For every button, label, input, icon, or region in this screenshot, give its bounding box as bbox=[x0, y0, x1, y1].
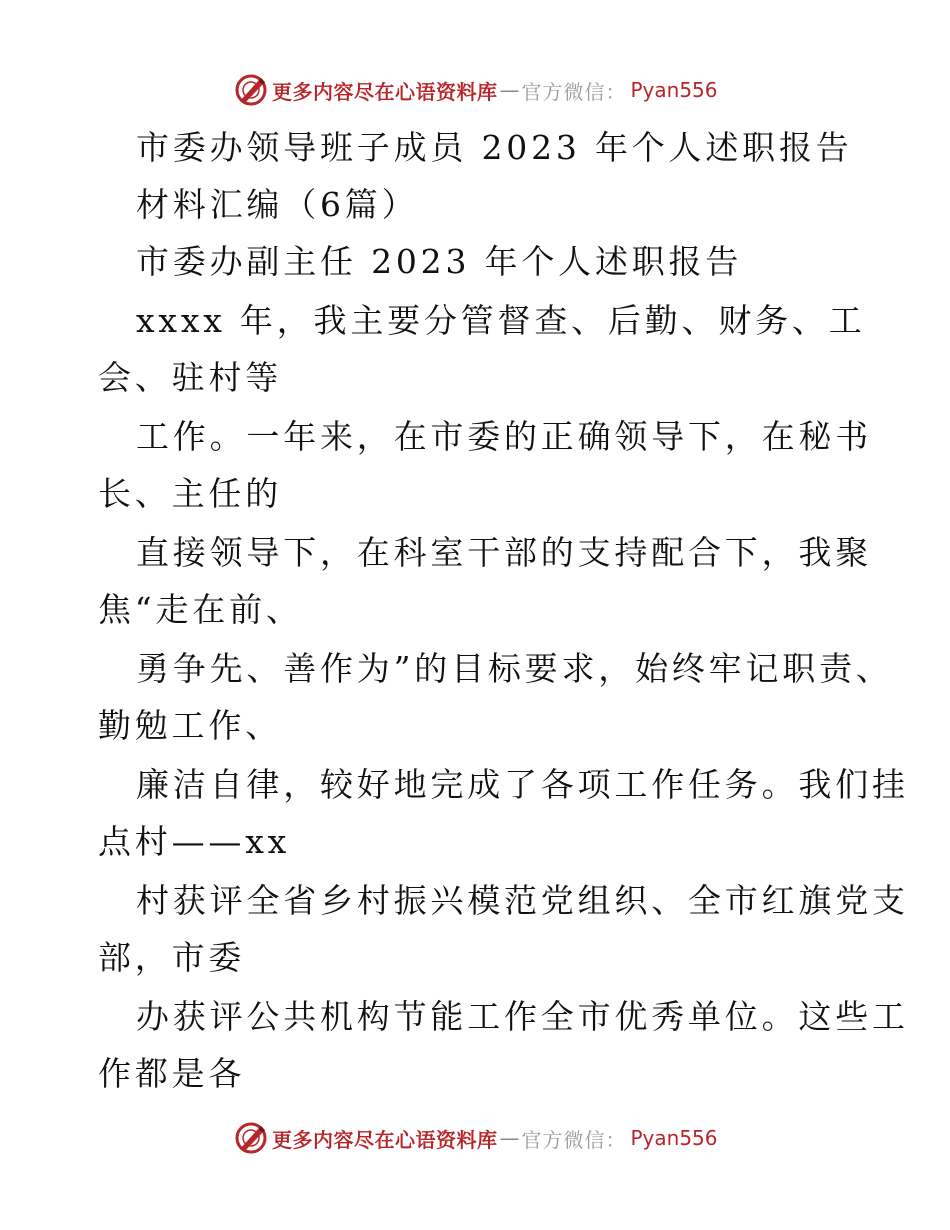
body-line: 会、驻村等 bbox=[98, 358, 282, 397]
body-line: 办获评公共机构节能工作全市优秀单位。这些工 bbox=[136, 997, 909, 1036]
document-title: 市委办领导班子成员 2023 年个人述职报告 bbox=[136, 128, 853, 167]
banner-wechat-handle: Pyan556 bbox=[630, 78, 718, 102]
banner-dash: — bbox=[499, 78, 520, 102]
body-line: 直接领导下，在科室干部的支持配合下，我聚 bbox=[136, 533, 872, 572]
body-line: 勤勉工作、 bbox=[98, 706, 282, 745]
body-line: 部，市委 bbox=[98, 938, 246, 977]
document-subtitle: 材料汇编（6篇） bbox=[136, 185, 419, 224]
banner-official-text: 官方微信： bbox=[521, 79, 627, 104]
footer-banner bbox=[234, 1118, 718, 1158]
banner-site-text: 更多内容尽在心语资料库 bbox=[272, 79, 498, 104]
body-line: 点村——xx bbox=[98, 822, 291, 861]
pen-seal-logo-icon bbox=[234, 1121, 268, 1155]
header-banner bbox=[234, 70, 718, 110]
banner-official-text: 官方微信： bbox=[521, 1127, 627, 1152]
banner-site-text: 更多内容尽在心语资料库 bbox=[272, 1127, 498, 1152]
body-line: xxxx 年，我主要分管督查、后勤、财务、工 bbox=[136, 301, 866, 340]
body-line: 焦“走在前、 bbox=[98, 590, 303, 629]
section-heading: 市委办副主任 2023 年个人述职报告 bbox=[136, 242, 743, 281]
banner-wechat-handle: Pyan556 bbox=[630, 1126, 718, 1150]
body-line: 长、主任的 bbox=[98, 474, 282, 513]
pen-seal-logo-icon bbox=[234, 73, 268, 107]
body-line: 工作。一年来，在市委的正确领导下，在秘书 bbox=[136, 417, 872, 456]
body-line: 作都是各 bbox=[98, 1054, 246, 1093]
body-line: 村获评全省乡村振兴模范党组织、全市红旗党支 bbox=[136, 881, 909, 920]
body-line: 勇争先、善作为”的目标要求，始终牢记职责、 bbox=[136, 649, 893, 688]
banner-dash: — bbox=[499, 1126, 520, 1150]
body-line: 廉洁自律，较好地完成了各项工作任务。我们挂 bbox=[136, 765, 909, 804]
